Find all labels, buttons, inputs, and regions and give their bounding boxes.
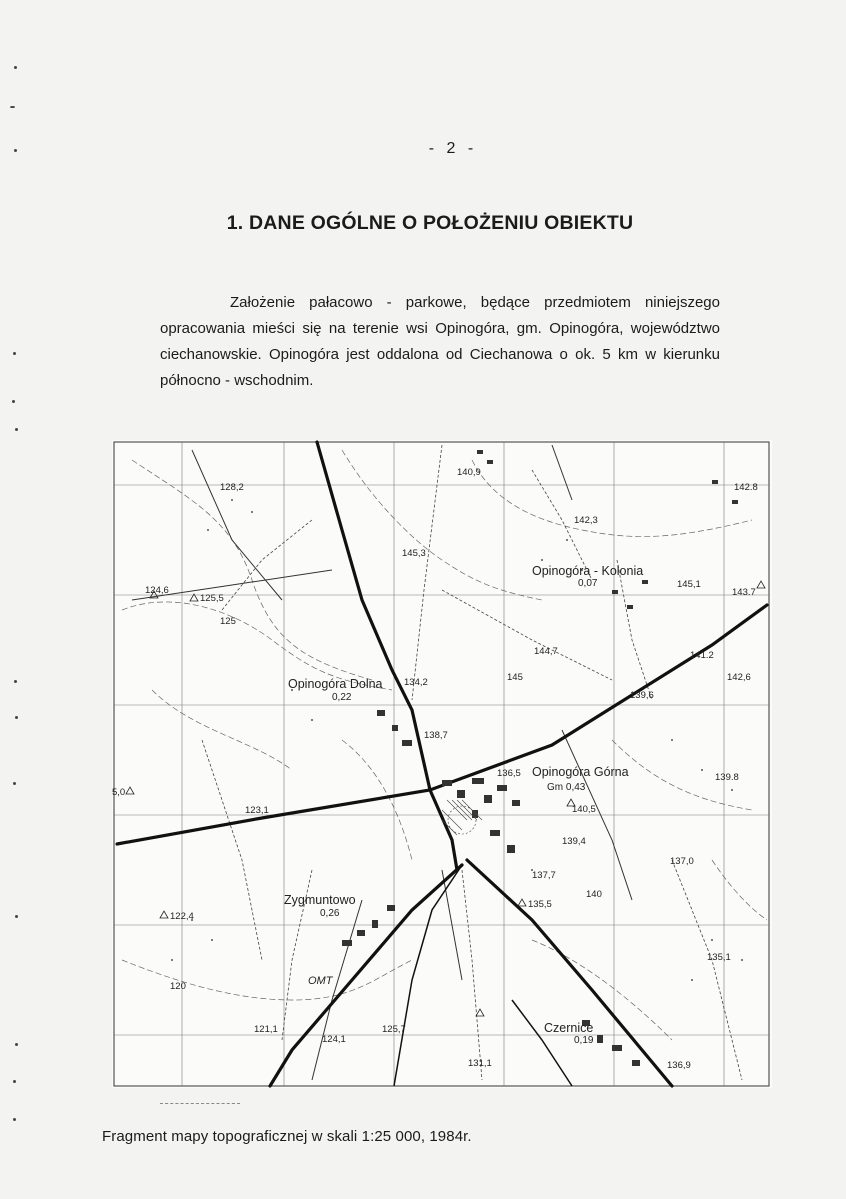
elevation-label: 131,1 (468, 1058, 492, 1069)
scan-speck (12, 400, 15, 403)
elevation-label: 137,0 (670, 856, 694, 867)
body-paragraph: Założenie pałacowo - parkowe, będące przedmiotem niniejszego opracowania mieści się na terenie wsi Opinogóra, gm. Opinogóra, województwo ciechanowskie. Opinogóra jest oddalona od Ciechanowa o ok. 5 km w kierunku północno - wschodnim. (160, 294, 720, 389)
elevation-label: 139.8 (715, 772, 739, 783)
elevation-label: 140,5 (572, 804, 596, 815)
scan-dashes (160, 1103, 240, 1106)
scan-speck (14, 66, 17, 69)
elevation-label: 145,1 (677, 579, 701, 590)
elevation-label: 120 (170, 981, 186, 992)
elevation-label: 135,1 (707, 952, 731, 963)
elevation-label: 142,6 (727, 672, 751, 683)
elevation-label: 140,9 (457, 467, 481, 478)
place-label: OMT (308, 975, 333, 987)
topographic-map (112, 440, 772, 1088)
place-label: Czernice (544, 1021, 594, 1035)
place-label: Opinogóra - Kolonia (532, 564, 644, 578)
elevation-label: 123,1 (245, 805, 269, 816)
elevation-label: 125 (220, 616, 236, 627)
elevation-label: 139,6 (630, 690, 654, 701)
elevation-label: 122,4 (170, 911, 194, 922)
place-label: Zygmuntowo (284, 893, 356, 907)
place-value: Gm 0,43 (547, 782, 586, 793)
place-label: Opinogóra Górna (532, 765, 629, 779)
elevation-label: 136,9 (667, 1060, 691, 1071)
scan-speck (14, 149, 17, 152)
scan-speck (13, 1080, 16, 1083)
elevation-label: 137,7 (532, 870, 556, 881)
elevation-label: 142,3 (574, 515, 598, 526)
elevation-label: 125,5 (200, 593, 224, 604)
place-value: 0,26 (320, 908, 340, 919)
elevation-label: 124,6 (145, 585, 169, 596)
elevation-label: 145 (507, 672, 523, 683)
scan-speck (15, 915, 18, 918)
place-value: 0,07 (578, 578, 598, 589)
elevation-label: 142.8 (734, 482, 758, 493)
scan-speck (13, 1118, 16, 1121)
elevation-label: 136,5 (497, 768, 521, 779)
elevation-label: 140 (586, 889, 602, 900)
place-label: Opinogóra Dolna (288, 677, 383, 691)
elevation-label: 139,4 (562, 836, 586, 847)
elevation-label: 124,1 (322, 1034, 346, 1045)
scan-speck (15, 716, 18, 719)
section-heading: 1. DANE OGÓLNE O POŁOŻENIU OBIEKTU (226, 212, 634, 234)
map-caption: Fragment mapy topograficznej w skali 1:25 000, 1984r. (102, 1128, 472, 1145)
elevation-label: 5,0 (112, 787, 126, 798)
elevation-label: 138,7 (424, 730, 448, 741)
scan-speck (10, 106, 15, 108)
scan-speck (13, 782, 16, 785)
elevation-label: 144,7 (534, 646, 558, 657)
elevation-label: 145,3 (402, 548, 426, 559)
map-graphic (112, 440, 772, 1088)
place-value: 0,22 (332, 692, 352, 703)
scan-speck (15, 428, 18, 431)
elevation-label: 128,2 (220, 482, 244, 493)
elevation-label: 121,1 (254, 1024, 278, 1035)
elevation-label: 125,7 (382, 1024, 406, 1035)
elevation-label: 135,5 (528, 899, 552, 910)
elevation-label: 134,2 (404, 677, 428, 688)
place-value: 0,19 (574, 1035, 594, 1046)
page-number: - 2 - (428, 140, 478, 157)
elevation-label: 141.2 (690, 650, 714, 661)
scan-speck (15, 1043, 18, 1046)
scan-speck (13, 352, 16, 355)
scan-speck (14, 680, 17, 683)
elevation-label: 143.7 (732, 587, 756, 598)
